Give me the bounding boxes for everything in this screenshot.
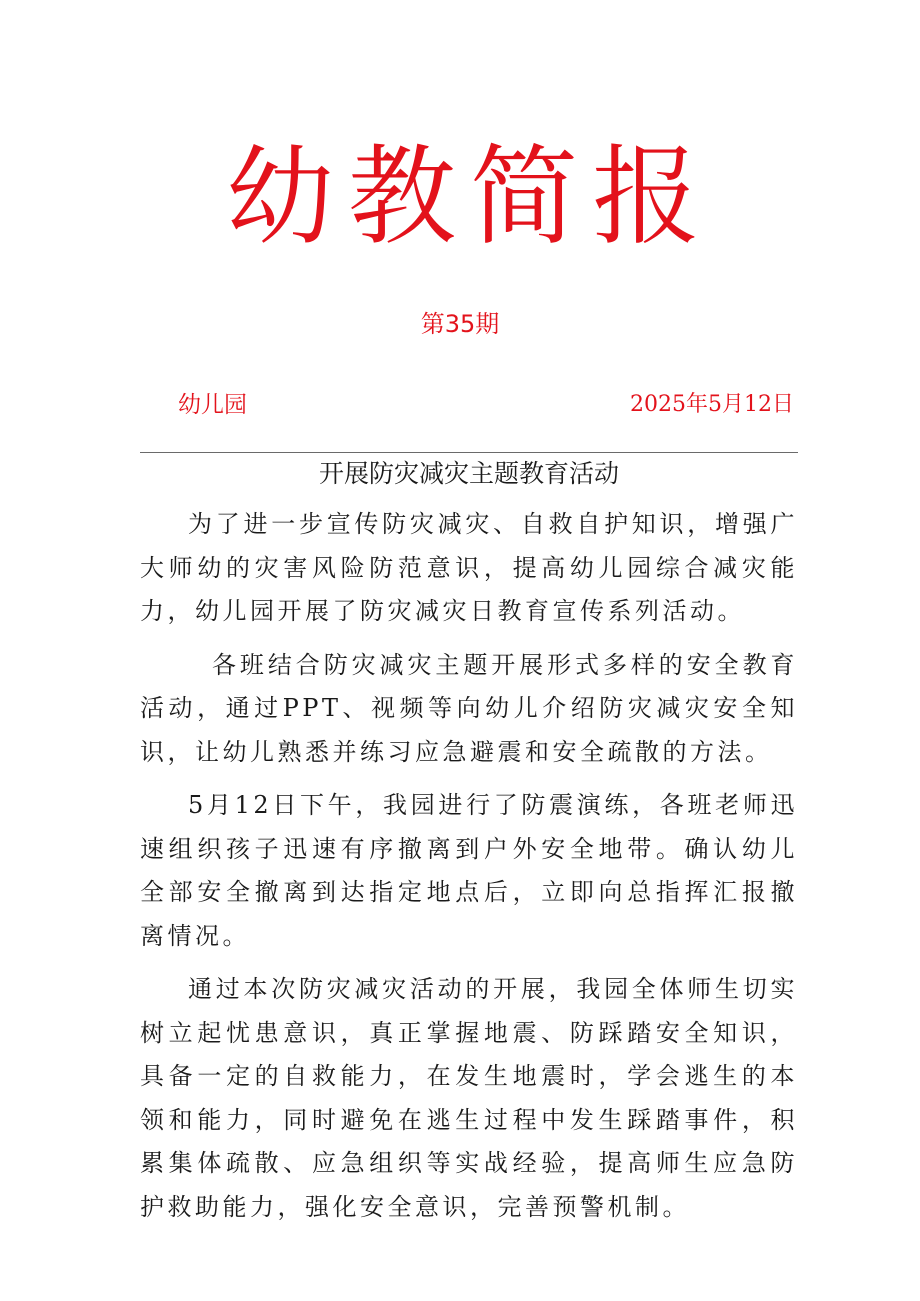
organization-name: 幼儿园 — [178, 392, 247, 418]
article-paragraph: 各班结合防灾减灾主题开展形式多样的安全教育活动，通过PPT、视频等向幼儿介绍防灾减灾安全知识，让幼儿熟悉并练习应急避震和安全疏散的方法。 — [140, 650, 798, 766]
publication-date: 2025年5月12日 — [630, 392, 794, 417]
issue-number: 第35期 — [420, 310, 500, 338]
article-paragraph: 通过本次防灾减灾活动的开展，我园全体师生切实树立起忧患意识，真正掌握地震、防踩踏安全知识，具备一定的自救能力，在发生地震时，学会逃生的本领和能力，同时避免在逃生过程中发生踩踏事件，积累集体疏散、应急组织等实战经验，提高师生应急防护救助能力，强化安全意识，完善预警机制。 — [140, 975, 798, 1221]
header-divider — [140, 452, 798, 453]
article-paragraph: 5月12日下午，我园进行了防震演练，各班老师迅速组织孩子迅速有序撤离到户外安全地带。确认幼儿全部安全撤离到达指定地点后，立即向总指挥汇报撤离情况。 — [140, 791, 798, 950]
article-title: 开展防灾减灾主题教育活动 — [318, 459, 619, 488]
article-body — [140, 503, 798, 1229]
masthead-title: 幼教简报 — [225, 135, 714, 260]
article-paragraph: 为了进一步宣传防灾减灾、自救自护知识，增强广大师幼的灾害风险防范意识，提高幼儿园综合减灾能力，幼儿园开展了防灾减灾日教育宣传系列活动。 — [140, 510, 798, 625]
